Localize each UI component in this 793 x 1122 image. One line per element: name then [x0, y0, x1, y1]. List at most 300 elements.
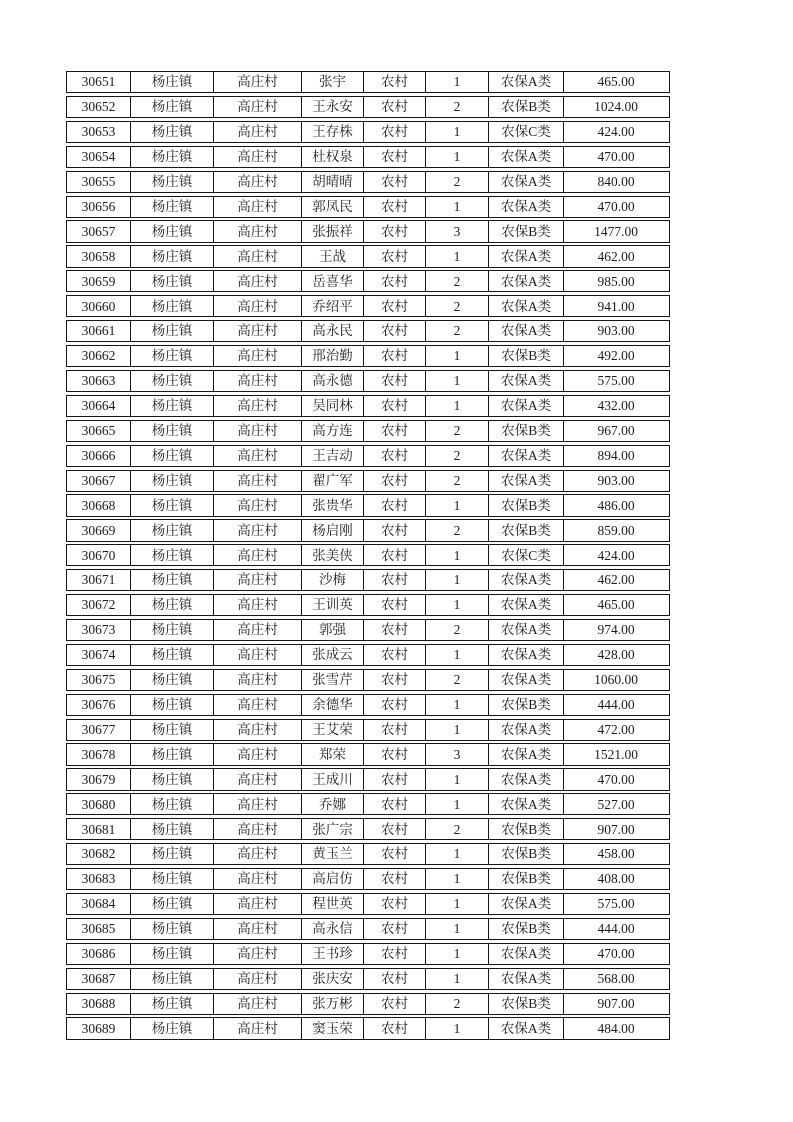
cell-insurance_category: 农保B类 [489, 869, 564, 889]
cell-insurance_category: 农保A类 [489, 744, 564, 764]
cell-residence_type: 农村 [364, 221, 426, 241]
table-row [66, 345, 670, 367]
cell-residence_type: 农村 [364, 794, 426, 814]
insurance-records-table [66, 71, 672, 1042]
table-row [66, 121, 670, 143]
cell-name: 高方连 [302, 421, 364, 441]
cell-village: 高庄村 [214, 371, 302, 391]
cell-person_count: 1 [426, 570, 489, 590]
cell-residence_type: 农村 [364, 396, 426, 416]
cell-amount: 575.00 [597, 896, 635, 912]
cell-name: 王存株 [302, 122, 364, 142]
table-row [66, 818, 670, 840]
table-row [66, 270, 670, 292]
cell-name: 乔娜 [302, 794, 364, 814]
cell-record_no: 30673 [67, 620, 131, 640]
cell-name: 程世英 [302, 894, 364, 914]
cell-insurance_category: 农保B类 [489, 819, 564, 839]
cell-name: 杨启刚 [302, 520, 364, 540]
cell-village: 高庄村 [214, 695, 302, 715]
cell-person_count: 2 [426, 670, 489, 690]
cell-record_no: 30652 [67, 97, 131, 117]
cell-name: 张贵华 [302, 495, 364, 515]
table-row [66, 146, 670, 168]
cell-record_no: 30683 [67, 869, 131, 889]
table-row [66, 519, 670, 541]
cell-person_count: 1 [426, 769, 489, 789]
table-row [66, 918, 670, 940]
cell-insurance_category: 农保C类 [489, 545, 564, 565]
cell-residence_type: 农村 [364, 371, 426, 391]
cell-insurance_category: 农保A类 [489, 172, 564, 192]
cell-village: 高庄村 [214, 670, 302, 690]
cell-village: 高庄村 [214, 97, 302, 117]
cell-town: 杨庄镇 [131, 869, 214, 889]
cell-person_count: 1 [426, 894, 489, 914]
cell-person_count: 2 [426, 296, 489, 316]
cell-village: 高庄村 [214, 969, 302, 989]
cell-person_count: 1 [426, 396, 489, 416]
cell-name: 岳喜华 [302, 271, 364, 291]
cell-person_count: 1 [426, 346, 489, 366]
cell-insurance_category: 农保A类 [489, 72, 564, 92]
table-row [66, 993, 670, 1015]
cell-village: 高庄村 [214, 72, 302, 92]
cell-amount: 894.00 [597, 447, 635, 463]
cell-amount: 941.00 [597, 298, 635, 314]
cell-name: 邢治勤 [302, 346, 364, 366]
cell-person_count: 2 [426, 994, 489, 1014]
cell-name: 郭强 [302, 620, 364, 640]
cell-amount: 408.00 [597, 871, 635, 887]
cell-record_no: 30685 [67, 919, 131, 939]
cell-town: 杨庄镇 [131, 296, 214, 316]
cell-name: 翟广军 [302, 471, 364, 491]
table-row [66, 445, 670, 467]
cell-insurance_category: 农保A类 [489, 645, 564, 665]
table-row [66, 544, 670, 566]
cell-name: 郭凤民 [302, 197, 364, 217]
table-row [66, 719, 670, 741]
cell-person_count: 2 [426, 172, 489, 192]
cell-name: 乔绍平 [302, 296, 364, 316]
cell-person_count: 2 [426, 471, 489, 491]
table-row [66, 395, 670, 417]
cell-town: 杨庄镇 [131, 371, 214, 391]
cell-village: 高庄村 [214, 744, 302, 764]
cell-residence_type: 农村 [364, 994, 426, 1014]
cell-amount: 470.00 [597, 771, 635, 787]
cell-person_count: 2 [426, 421, 489, 441]
cell-name: 张成云 [302, 645, 364, 665]
cell-residence_type: 农村 [364, 620, 426, 640]
cell-person_count: 1 [426, 844, 489, 864]
cell-record_no: 30661 [67, 321, 131, 341]
cell-town: 杨庄镇 [131, 545, 214, 565]
cell-record_no: 30663 [67, 371, 131, 391]
cell-residence_type: 农村 [364, 695, 426, 715]
cell-village: 高庄村 [214, 396, 302, 416]
cell-insurance_category: 农保B类 [489, 97, 564, 117]
cell-village: 高庄村 [214, 122, 302, 142]
cell-amount: 907.00 [597, 995, 635, 1011]
cell-name: 高永信 [302, 919, 364, 939]
cell-amount: 575.00 [597, 373, 635, 389]
cell-name: 胡晴晴 [302, 172, 364, 192]
table-row [66, 370, 670, 392]
cell-amount: 1060.00 [594, 672, 638, 688]
cell-village: 高庄村 [214, 994, 302, 1014]
cell-residence_type: 农村 [364, 246, 426, 266]
cell-town: 杨庄镇 [131, 720, 214, 740]
cell-record_no: 30677 [67, 720, 131, 740]
cell-residence_type: 农村 [364, 969, 426, 989]
table-row [66, 245, 670, 267]
cell-name: 王书珍 [302, 944, 364, 964]
cell-town: 杨庄镇 [131, 969, 214, 989]
cell-record_no: 30655 [67, 172, 131, 192]
cell-village: 高庄村 [214, 1018, 302, 1038]
cell-insurance_category: 农保A类 [489, 446, 564, 466]
cell-village: 高庄村 [214, 720, 302, 740]
cell-person_count: 1 [426, 147, 489, 167]
cell-residence_type: 农村 [364, 446, 426, 466]
cell-amount: 840.00 [597, 173, 635, 189]
cell-name: 王艾荣 [302, 720, 364, 740]
cell-village: 高庄村 [214, 595, 302, 615]
cell-residence_type: 农村 [364, 819, 426, 839]
cell-residence_type: 农村 [364, 346, 426, 366]
cell-amount: 470.00 [597, 149, 635, 165]
cell-village: 高庄村 [214, 545, 302, 565]
cell-person_count: 1 [426, 545, 489, 565]
cell-town: 杨庄镇 [131, 446, 214, 466]
cell-record_no: 30651 [67, 72, 131, 92]
cell-village: 高庄村 [214, 570, 302, 590]
cell-person_count: 1 [426, 72, 489, 92]
cell-amount: 492.00 [597, 348, 635, 364]
cell-person_count: 2 [426, 446, 489, 466]
cell-residence_type: 农村 [364, 172, 426, 192]
table-row [66, 619, 670, 641]
cell-person_count: 1 [426, 969, 489, 989]
cell-amount: 432.00 [597, 398, 635, 414]
cell-town: 杨庄镇 [131, 794, 214, 814]
cell-insurance_category: 农保A类 [489, 670, 564, 690]
cell-name: 高启仿 [302, 869, 364, 889]
cell-record_no: 30689 [67, 1018, 131, 1038]
cell-residence_type: 农村 [364, 72, 426, 92]
cell-record_no: 30660 [67, 296, 131, 316]
table-row [66, 220, 670, 242]
cell-person_count: 1 [426, 869, 489, 889]
cell-name: 吴同林 [302, 396, 364, 416]
cell-record_no: 30665 [67, 421, 131, 441]
cell-residence_type: 农村 [364, 744, 426, 764]
cell-residence_type: 农村 [364, 97, 426, 117]
cell-town: 杨庄镇 [131, 246, 214, 266]
cell-insurance_category: 农保A类 [489, 396, 564, 416]
cell-insurance_category: 农保A类 [489, 1018, 564, 1038]
cell-village: 高庄村 [214, 794, 302, 814]
cell-town: 杨庄镇 [131, 769, 214, 789]
cell-person_count: 1 [426, 595, 489, 615]
cell-person_count: 1 [426, 695, 489, 715]
cell-town: 杨庄镇 [131, 645, 214, 665]
cell-residence_type: 农村 [364, 471, 426, 491]
cell-town: 杨庄镇 [131, 471, 214, 491]
cell-insurance_category: 农保A类 [489, 296, 564, 316]
cell-insurance_category: 农保C类 [489, 122, 564, 142]
cell-town: 杨庄镇 [131, 97, 214, 117]
table-row [66, 320, 670, 342]
table-row [66, 743, 670, 765]
cell-name: 张宇 [302, 72, 364, 92]
cell-insurance_category: 农保A类 [489, 969, 564, 989]
cell-insurance_category: 农保B类 [489, 221, 564, 241]
cell-village: 高庄村 [214, 147, 302, 167]
cell-residence_type: 农村 [364, 321, 426, 341]
cell-town: 杨庄镇 [131, 620, 214, 640]
cell-amount: 907.00 [597, 821, 635, 837]
cell-name: 高永民 [302, 321, 364, 341]
cell-insurance_category: 农保A类 [489, 321, 564, 341]
cell-record_no: 30678 [67, 744, 131, 764]
cell-town: 杨庄镇 [131, 894, 214, 914]
cell-village: 高庄村 [214, 769, 302, 789]
cell-insurance_category: 农保A类 [489, 620, 564, 640]
cell-residence_type: 农村 [364, 595, 426, 615]
cell-village: 高庄村 [214, 520, 302, 540]
cell-town: 杨庄镇 [131, 495, 214, 515]
cell-record_no: 30668 [67, 495, 131, 515]
cell-amount: 967.00 [597, 423, 635, 439]
cell-insurance_category: 农保B类 [489, 421, 564, 441]
cell-amount: 470.00 [597, 198, 635, 214]
cell-record_no: 30670 [67, 545, 131, 565]
cell-name: 高永德 [302, 371, 364, 391]
table-row [66, 793, 670, 815]
cell-record_no: 30664 [67, 396, 131, 416]
cell-person_count: 2 [426, 819, 489, 839]
cell-village: 高庄村 [214, 446, 302, 466]
cell-amount: 470.00 [597, 946, 635, 962]
cell-name: 张雪芹 [302, 670, 364, 690]
cell-insurance_category: 农保A类 [489, 570, 564, 590]
cell-amount: 424.00 [597, 124, 635, 140]
cell-town: 杨庄镇 [131, 570, 214, 590]
table-row [66, 71, 670, 93]
cell-residence_type: 农村 [364, 720, 426, 740]
cell-amount: 462.00 [597, 248, 635, 264]
table-row [66, 843, 670, 865]
cell-name: 张庆安 [302, 969, 364, 989]
table-row [66, 968, 670, 990]
cell-town: 杨庄镇 [131, 744, 214, 764]
cell-town: 杨庄镇 [131, 670, 214, 690]
cell-name: 黄玉兰 [302, 844, 364, 864]
cell-amount: 424.00 [597, 547, 635, 563]
cell-residence_type: 农村 [364, 1018, 426, 1038]
table-row [66, 768, 670, 790]
cell-residence_type: 农村 [364, 844, 426, 864]
cell-amount: 458.00 [597, 846, 635, 862]
cell-record_no: 30680 [67, 794, 131, 814]
table-row [66, 694, 670, 716]
table-row [66, 594, 670, 616]
cell-insurance_category: 农保A类 [489, 944, 564, 964]
cell-record_no: 30684 [67, 894, 131, 914]
cell-village: 高庄村 [214, 172, 302, 192]
cell-record_no: 30687 [67, 969, 131, 989]
table-row [66, 1017, 670, 1039]
cell-amount: 527.00 [597, 796, 635, 812]
cell-record_no: 30653 [67, 122, 131, 142]
cell-person_count: 1 [426, 645, 489, 665]
cell-person_count: 1 [426, 495, 489, 515]
table-row [66, 644, 670, 666]
cell-name: 王战 [302, 246, 364, 266]
cell-record_no: 30658 [67, 246, 131, 266]
cell-town: 杨庄镇 [131, 595, 214, 615]
cell-village: 高庄村 [214, 346, 302, 366]
cell-insurance_category: 农保B类 [489, 919, 564, 939]
cell-record_no: 30675 [67, 670, 131, 690]
cell-village: 高庄村 [214, 471, 302, 491]
cell-person_count: 1 [426, 1018, 489, 1038]
cell-residence_type: 农村 [364, 147, 426, 167]
cell-person_count: 2 [426, 271, 489, 291]
cell-amount: 568.00 [597, 970, 635, 986]
cell-amount: 465.00 [597, 597, 635, 613]
cell-town: 杨庄镇 [131, 1018, 214, 1038]
cell-insurance_category: 农保A类 [489, 371, 564, 391]
cell-name: 王训英 [302, 595, 364, 615]
cell-residence_type: 农村 [364, 894, 426, 914]
cell-town: 杨庄镇 [131, 994, 214, 1014]
cell-town: 杨庄镇 [131, 172, 214, 192]
cell-record_no: 30682 [67, 844, 131, 864]
cell-person_count: 1 [426, 720, 489, 740]
table-row [66, 96, 670, 118]
cell-record_no: 30679 [67, 769, 131, 789]
cell-residence_type: 农村 [364, 869, 426, 889]
cell-amount: 903.00 [597, 323, 635, 339]
cell-name: 杜权泉 [302, 147, 364, 167]
cell-town: 杨庄镇 [131, 695, 214, 715]
cell-insurance_category: 农保A类 [489, 595, 564, 615]
cell-insurance_category: 农保B类 [489, 844, 564, 864]
cell-town: 杨庄镇 [131, 321, 214, 341]
cell-village: 高庄村 [214, 246, 302, 266]
cell-village: 高庄村 [214, 869, 302, 889]
cell-person_count: 1 [426, 122, 489, 142]
cell-village: 高庄村 [214, 271, 302, 291]
cell-person_count: 2 [426, 97, 489, 117]
cell-village: 高庄村 [214, 197, 302, 217]
cell-insurance_category: 农保B类 [489, 495, 564, 515]
cell-person_count: 1 [426, 944, 489, 964]
cell-insurance_category: 农保A类 [489, 147, 564, 167]
cell-person_count: 1 [426, 246, 489, 266]
cell-residence_type: 农村 [364, 520, 426, 540]
cell-amount: 985.00 [597, 273, 635, 289]
cell-name: 张万彬 [302, 994, 364, 1014]
cell-amount: 444.00 [597, 921, 635, 937]
cell-amount: 1521.00 [594, 746, 638, 762]
table-row [66, 669, 670, 691]
cell-village: 高庄村 [214, 944, 302, 964]
table-row [66, 420, 670, 442]
cell-town: 杨庄镇 [131, 421, 214, 441]
cell-village: 高庄村 [214, 894, 302, 914]
cell-residence_type: 农村 [364, 670, 426, 690]
cell-amount: 465.00 [597, 74, 635, 90]
cell-amount: 462.00 [597, 572, 635, 588]
cell-town: 杨庄镇 [131, 197, 214, 217]
cell-town: 杨庄镇 [131, 844, 214, 864]
cell-person_count: 2 [426, 620, 489, 640]
cell-insurance_category: 农保A类 [489, 197, 564, 217]
cell-record_no: 30681 [67, 819, 131, 839]
cell-town: 杨庄镇 [131, 72, 214, 92]
table-row [66, 893, 670, 915]
table-row [66, 171, 670, 193]
cell-amount: 903.00 [597, 472, 635, 488]
cell-town: 杨庄镇 [131, 819, 214, 839]
cell-record_no: 30666 [67, 446, 131, 466]
cell-person_count: 3 [426, 221, 489, 241]
cell-person_count: 1 [426, 197, 489, 217]
cell-name: 王成川 [302, 769, 364, 789]
cell-village: 高庄村 [214, 844, 302, 864]
cell-village: 高庄村 [214, 221, 302, 241]
cell-record_no: 30659 [67, 271, 131, 291]
cell-village: 高庄村 [214, 620, 302, 640]
cell-amount: 472.00 [597, 721, 635, 737]
table-row [66, 569, 670, 591]
cell-residence_type: 农村 [364, 944, 426, 964]
cell-insurance_category: 农保A类 [489, 471, 564, 491]
cell-town: 杨庄镇 [131, 147, 214, 167]
cell-amount: 444.00 [597, 697, 635, 712]
cell-record_no: 30676 [67, 695, 131, 715]
cell-insurance_category: 农保A类 [489, 894, 564, 914]
cell-village: 高庄村 [214, 645, 302, 665]
cell-person_count: 2 [426, 520, 489, 540]
cell-person_count: 1 [426, 919, 489, 939]
cell-residence_type: 农村 [364, 545, 426, 565]
cell-amount: 428.00 [597, 647, 635, 663]
cell-record_no: 30674 [67, 645, 131, 665]
cell-name: 王永安 [302, 97, 364, 117]
cell-amount: 859.00 [597, 522, 635, 538]
cell-name: 窦玉荣 [302, 1018, 364, 1038]
cell-record_no: 30688 [67, 994, 131, 1014]
cell-record_no: 30669 [67, 520, 131, 540]
cell-residence_type: 农村 [364, 197, 426, 217]
cell-person_count: 1 [426, 371, 489, 391]
cell-town: 杨庄镇 [131, 346, 214, 366]
cell-name: 郑荣 [302, 744, 364, 764]
table-row [66, 868, 670, 890]
cell-residence_type: 农村 [364, 919, 426, 939]
cell-insurance_category: 农保B类 [489, 520, 564, 540]
cell-residence_type: 农村 [364, 645, 426, 665]
cell-town: 杨庄镇 [131, 944, 214, 964]
cell-town: 杨庄镇 [131, 221, 214, 241]
cell-record_no: 30657 [67, 221, 131, 241]
